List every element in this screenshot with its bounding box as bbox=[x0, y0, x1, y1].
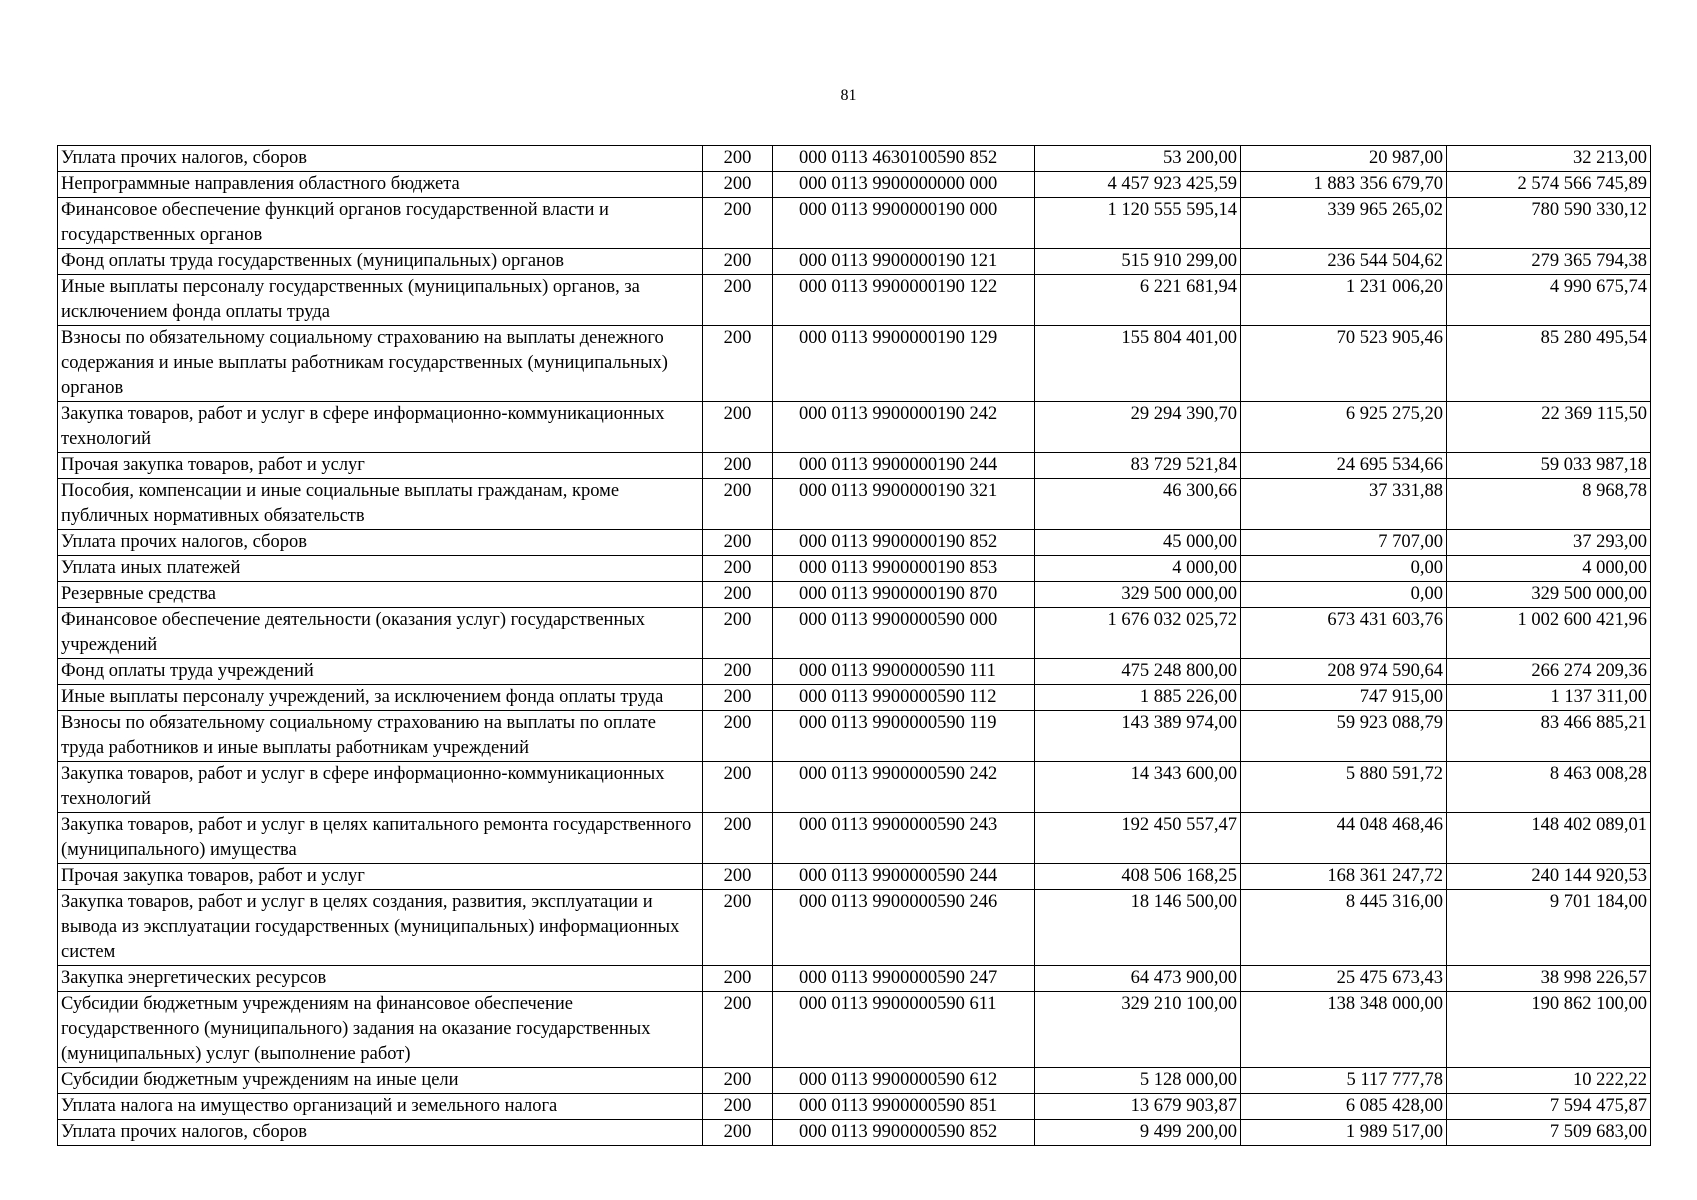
row-executed-cell: 8 445 316,00 bbox=[1241, 890, 1447, 966]
row-name-cell: Резервные средства bbox=[58, 582, 703, 608]
row-unexecuted-cell: 190 862 100,00 bbox=[1447, 992, 1651, 1068]
row-approved-cell: 18 146 500,00 bbox=[1035, 890, 1241, 966]
table-row bbox=[58, 1068, 1651, 1094]
row-unexecuted-cell: 37 293,00 bbox=[1447, 530, 1651, 556]
row-executed-cell: 44 048 468,46 bbox=[1241, 813, 1447, 864]
row-approved-cell: 64 473 900,00 bbox=[1035, 966, 1241, 992]
row-code-cell: 200 bbox=[703, 608, 773, 659]
row-approved-cell: 29 294 390,70 bbox=[1035, 402, 1241, 453]
row-name-cell: Финансовое обеспечение деятельности (оказания услуг) государственных учреждений bbox=[58, 608, 703, 659]
row-approved-cell: 155 804 401,00 bbox=[1035, 326, 1241, 402]
row-name-cell: Иные выплаты персоналу государственных (муниципальных) органов, за исключением фонда оплаты труда bbox=[58, 275, 703, 326]
row-kbk-cell: 000 0113 9900000000 000 bbox=[773, 172, 1035, 198]
row-approved-cell: 1 885 226,00 bbox=[1035, 685, 1241, 711]
row-approved-cell: 329 500 000,00 bbox=[1035, 582, 1241, 608]
row-code-cell: 200 bbox=[703, 864, 773, 890]
row-executed-cell: 7 707,00 bbox=[1241, 530, 1447, 556]
row-executed-cell: 168 361 247,72 bbox=[1241, 864, 1447, 890]
row-code-cell: 200 bbox=[703, 326, 773, 402]
row-kbk-cell: 000 0113 9900000590 000 bbox=[773, 608, 1035, 659]
row-name-cell: Непрограммные направления областного бюджета bbox=[58, 172, 703, 198]
row-unexecuted-cell: 85 280 495,54 bbox=[1447, 326, 1651, 402]
row-unexecuted-cell: 8 463 008,28 bbox=[1447, 762, 1651, 813]
row-name-cell: Субсидии бюджетным учреждениям на иные цели bbox=[58, 1068, 703, 1094]
row-executed-cell: 0,00 bbox=[1241, 556, 1447, 582]
table-row bbox=[58, 326, 1651, 402]
table-row bbox=[58, 864, 1651, 890]
row-executed-cell: 339 965 265,02 bbox=[1241, 198, 1447, 249]
row-code-cell: 200 bbox=[703, 1094, 773, 1120]
row-kbk-cell: 000 0113 9900000190 853 bbox=[773, 556, 1035, 582]
row-approved-cell: 329 210 100,00 bbox=[1035, 992, 1241, 1068]
row-unexecuted-cell: 240 144 920,53 bbox=[1447, 864, 1651, 890]
table-row bbox=[58, 172, 1651, 198]
row-name-cell: Закупка товаров, работ и услуг в целях создания, развития, эксплуатации и вывода из эксплуатации государственных (муниципальных) информационных систем bbox=[58, 890, 703, 966]
row-executed-cell: 747 915,00 bbox=[1241, 685, 1447, 711]
row-kbk-cell: 000 0113 9900000590 246 bbox=[773, 890, 1035, 966]
row-kbk-cell: 000 0113 9900000590 112 bbox=[773, 685, 1035, 711]
row-code-cell: 200 bbox=[703, 249, 773, 275]
row-unexecuted-cell: 4 990 675,74 bbox=[1447, 275, 1651, 326]
row-executed-cell: 25 475 673,43 bbox=[1241, 966, 1447, 992]
row-kbk-cell: 000 0113 9900000590 851 bbox=[773, 1094, 1035, 1120]
row-approved-cell: 143 389 974,00 bbox=[1035, 711, 1241, 762]
table-row bbox=[58, 275, 1651, 326]
budget-execution-table bbox=[57, 145, 1651, 1146]
row-code-cell: 200 bbox=[703, 479, 773, 530]
row-name-cell: Уплата прочих налогов, сборов bbox=[58, 146, 703, 172]
table-row bbox=[58, 966, 1651, 992]
row-kbk-cell: 000 0113 9900000190 129 bbox=[773, 326, 1035, 402]
row-executed-cell: 138 348 000,00 bbox=[1241, 992, 1447, 1068]
row-approved-cell: 1 676 032 025,72 bbox=[1035, 608, 1241, 659]
row-unexecuted-cell: 8 968,78 bbox=[1447, 479, 1651, 530]
row-kbk-cell: 000 0113 9900000590 244 bbox=[773, 864, 1035, 890]
row-approved-cell: 4 457 923 425,59 bbox=[1035, 172, 1241, 198]
table-row bbox=[58, 685, 1651, 711]
row-kbk-cell: 000 0113 9900000590 119 bbox=[773, 711, 1035, 762]
row-name-cell: Закупка товаров, работ и услуг в целях капитального ремонта государственного (муниципального) имущества bbox=[58, 813, 703, 864]
row-unexecuted-cell: 59 033 987,18 bbox=[1447, 453, 1651, 479]
row-kbk-cell: 000 0113 9900000590 852 bbox=[773, 1120, 1035, 1146]
table-row bbox=[58, 762, 1651, 813]
row-name-cell: Фонд оплаты труда государственных (муниципальных) органов bbox=[58, 249, 703, 275]
row-kbk-cell: 000 0113 9900000190 122 bbox=[773, 275, 1035, 326]
row-name-cell: Финансовое обеспечение функций органов государственной власти и государственных органов bbox=[58, 198, 703, 249]
row-approved-cell: 4 000,00 bbox=[1035, 556, 1241, 582]
row-kbk-cell: 000 0113 9900000590 242 bbox=[773, 762, 1035, 813]
row-unexecuted-cell: 1 137 311,00 bbox=[1447, 685, 1651, 711]
row-approved-cell: 13 679 903,87 bbox=[1035, 1094, 1241, 1120]
row-unexecuted-cell: 4 000,00 bbox=[1447, 556, 1651, 582]
row-kbk-cell: 000 0113 9900000190 244 bbox=[773, 453, 1035, 479]
row-approved-cell: 515 910 299,00 bbox=[1035, 249, 1241, 275]
table-row bbox=[58, 992, 1651, 1068]
row-approved-cell: 5 128 000,00 bbox=[1035, 1068, 1241, 1094]
row-approved-cell: 14 343 600,00 bbox=[1035, 762, 1241, 813]
row-name-cell: Закупка товаров, работ и услуг в сфере информационно-коммуникационных технологий bbox=[58, 762, 703, 813]
table-row bbox=[58, 659, 1651, 685]
table-row bbox=[58, 402, 1651, 453]
row-name-cell: Субсидии бюджетным учреждениям на финансовое обеспечение государственного (муниципального) задания на оказание государственных (муниципальных) услуг (выполнение работ) bbox=[58, 992, 703, 1068]
row-unexecuted-cell: 148 402 089,01 bbox=[1447, 813, 1651, 864]
row-approved-cell: 83 729 521,84 bbox=[1035, 453, 1241, 479]
row-name-cell: Уплата прочих налогов, сборов bbox=[58, 530, 703, 556]
row-executed-cell: 5 880 591,72 bbox=[1241, 762, 1447, 813]
row-approved-cell: 192 450 557,47 bbox=[1035, 813, 1241, 864]
row-name-cell: Закупка товаров, работ и услуг в сфере информационно-коммуникационных технологий bbox=[58, 402, 703, 453]
row-executed-cell: 24 695 534,66 bbox=[1241, 453, 1447, 479]
table-body bbox=[58, 146, 1651, 1146]
row-code-cell: 200 bbox=[703, 992, 773, 1068]
table-row bbox=[58, 890, 1651, 966]
row-name-cell: Иные выплаты персоналу учреждений, за исключением фонда оплаты труда bbox=[58, 685, 703, 711]
row-unexecuted-cell: 7 594 475,87 bbox=[1447, 1094, 1651, 1120]
table-row bbox=[58, 1094, 1651, 1120]
row-approved-cell: 1 120 555 595,14 bbox=[1035, 198, 1241, 249]
table-row bbox=[58, 813, 1651, 864]
row-unexecuted-cell: 10 222,22 bbox=[1447, 1068, 1651, 1094]
row-kbk-cell: 000 0113 9900000590 247 bbox=[773, 966, 1035, 992]
row-approved-cell: 45 000,00 bbox=[1035, 530, 1241, 556]
row-executed-cell: 70 523 905,46 bbox=[1241, 326, 1447, 402]
row-code-cell: 200 bbox=[703, 966, 773, 992]
row-name-cell: Взносы по обязательному социальному страхованию на выплаты по оплате труда работников и иные выплаты работникам учреждений bbox=[58, 711, 703, 762]
table-row bbox=[58, 582, 1651, 608]
table-row bbox=[58, 711, 1651, 762]
row-unexecuted-cell: 780 590 330,12 bbox=[1447, 198, 1651, 249]
row-approved-cell: 9 499 200,00 bbox=[1035, 1120, 1241, 1146]
row-kbk-cell: 000 0113 4630100590 852 bbox=[773, 146, 1035, 172]
row-code-cell: 200 bbox=[703, 198, 773, 249]
row-unexecuted-cell: 7 509 683,00 bbox=[1447, 1120, 1651, 1146]
table-row bbox=[58, 453, 1651, 479]
row-name-cell: Пособия, компенсации и иные социальные выплаты гражданам, кроме публичных нормативных обязательств bbox=[58, 479, 703, 530]
row-executed-cell: 1 989 517,00 bbox=[1241, 1120, 1447, 1146]
table-row bbox=[58, 1120, 1651, 1146]
row-code-cell: 200 bbox=[703, 890, 773, 966]
row-kbk-cell: 000 0113 9900000190 852 bbox=[773, 530, 1035, 556]
row-executed-cell: 6 925 275,20 bbox=[1241, 402, 1447, 453]
row-kbk-cell: 000 0113 9900000190 121 bbox=[773, 249, 1035, 275]
row-unexecuted-cell: 22 369 115,50 bbox=[1447, 402, 1651, 453]
row-executed-cell: 59 923 088,79 bbox=[1241, 711, 1447, 762]
row-unexecuted-cell: 38 998 226,57 bbox=[1447, 966, 1651, 992]
row-code-cell: 200 bbox=[703, 556, 773, 582]
row-unexecuted-cell: 329 500 000,00 bbox=[1447, 582, 1651, 608]
row-code-cell: 200 bbox=[703, 172, 773, 198]
row-kbk-cell: 000 0113 9900000590 243 bbox=[773, 813, 1035, 864]
table-row bbox=[58, 556, 1651, 582]
row-unexecuted-cell: 279 365 794,38 bbox=[1447, 249, 1651, 275]
table-row bbox=[58, 530, 1651, 556]
row-unexecuted-cell: 2 574 566 745,89 bbox=[1447, 172, 1651, 198]
table-row bbox=[58, 249, 1651, 275]
row-executed-cell: 1 883 356 679,70 bbox=[1241, 172, 1447, 198]
row-executed-cell: 5 117 777,78 bbox=[1241, 1068, 1447, 1094]
row-unexecuted-cell: 266 274 209,36 bbox=[1447, 659, 1651, 685]
row-kbk-cell: 000 0113 9900000190 321 bbox=[773, 479, 1035, 530]
table-row bbox=[58, 608, 1651, 659]
table-row bbox=[58, 146, 1651, 172]
row-code-cell: 200 bbox=[703, 453, 773, 479]
row-name-cell: Уплата прочих налогов, сборов bbox=[58, 1120, 703, 1146]
row-name-cell: Взносы по обязательному социальному страхованию на выплаты денежного содержания и иные выплаты работникам государственных (муниципальных) органов bbox=[58, 326, 703, 402]
row-approved-cell: 46 300,66 bbox=[1035, 479, 1241, 530]
row-kbk-cell: 000 0113 9900000590 612 bbox=[773, 1068, 1035, 1094]
row-code-cell: 200 bbox=[703, 1068, 773, 1094]
row-code-cell: 200 bbox=[703, 659, 773, 685]
row-code-cell: 200 bbox=[703, 275, 773, 326]
row-approved-cell: 6 221 681,94 bbox=[1035, 275, 1241, 326]
row-approved-cell: 408 506 168,25 bbox=[1035, 864, 1241, 890]
row-executed-cell: 37 331,88 bbox=[1241, 479, 1447, 530]
row-approved-cell: 53 200,00 bbox=[1035, 146, 1241, 172]
row-kbk-cell: 000 0113 9900000190 000 bbox=[773, 198, 1035, 249]
row-executed-cell: 20 987,00 bbox=[1241, 146, 1447, 172]
row-kbk-cell: 000 0113 9900000590 611 bbox=[773, 992, 1035, 1068]
row-executed-cell: 236 544 504,62 bbox=[1241, 249, 1447, 275]
row-name-cell: Фонд оплаты труда учреждений bbox=[58, 659, 703, 685]
row-code-cell: 200 bbox=[703, 762, 773, 813]
row-executed-cell: 1 231 006,20 bbox=[1241, 275, 1447, 326]
row-approved-cell: 475 248 800,00 bbox=[1035, 659, 1241, 685]
row-executed-cell: 6 085 428,00 bbox=[1241, 1094, 1447, 1120]
row-unexecuted-cell: 32 213,00 bbox=[1447, 146, 1651, 172]
row-kbk-cell: 000 0113 9900000190 870 bbox=[773, 582, 1035, 608]
row-code-cell: 200 bbox=[703, 402, 773, 453]
row-code-cell: 200 bbox=[703, 711, 773, 762]
row-kbk-cell: 000 0113 9900000190 242 bbox=[773, 402, 1035, 453]
row-name-cell: Прочая закупка товаров, работ и услуг bbox=[58, 864, 703, 890]
row-unexecuted-cell: 1 002 600 421,96 bbox=[1447, 608, 1651, 659]
row-unexecuted-cell: 83 466 885,21 bbox=[1447, 711, 1651, 762]
row-kbk-cell: 000 0113 9900000590 111 bbox=[773, 659, 1035, 685]
table-row bbox=[58, 479, 1651, 530]
row-executed-cell: 208 974 590,64 bbox=[1241, 659, 1447, 685]
row-unexecuted-cell: 9 701 184,00 bbox=[1447, 890, 1651, 966]
row-code-cell: 200 bbox=[703, 1120, 773, 1146]
page-number: 81 bbox=[840, 87, 857, 104]
row-name-cell: Уплата иных платежей bbox=[58, 556, 703, 582]
row-name-cell: Уплата налога на имущество организаций и земельного налога bbox=[58, 1094, 703, 1120]
row-executed-cell: 0,00 bbox=[1241, 582, 1447, 608]
row-code-cell: 200 bbox=[703, 813, 773, 864]
row-code-cell: 200 bbox=[703, 582, 773, 608]
table-row bbox=[58, 198, 1651, 249]
row-executed-cell: 673 431 603,76 bbox=[1241, 608, 1447, 659]
row-code-cell: 200 bbox=[703, 530, 773, 556]
row-code-cell: 200 bbox=[703, 685, 773, 711]
row-code-cell: 200 bbox=[703, 146, 773, 172]
row-name-cell: Прочая закупка товаров, работ и услуг bbox=[58, 453, 703, 479]
row-name-cell: Закупка энергетических ресурсов bbox=[58, 966, 703, 992]
